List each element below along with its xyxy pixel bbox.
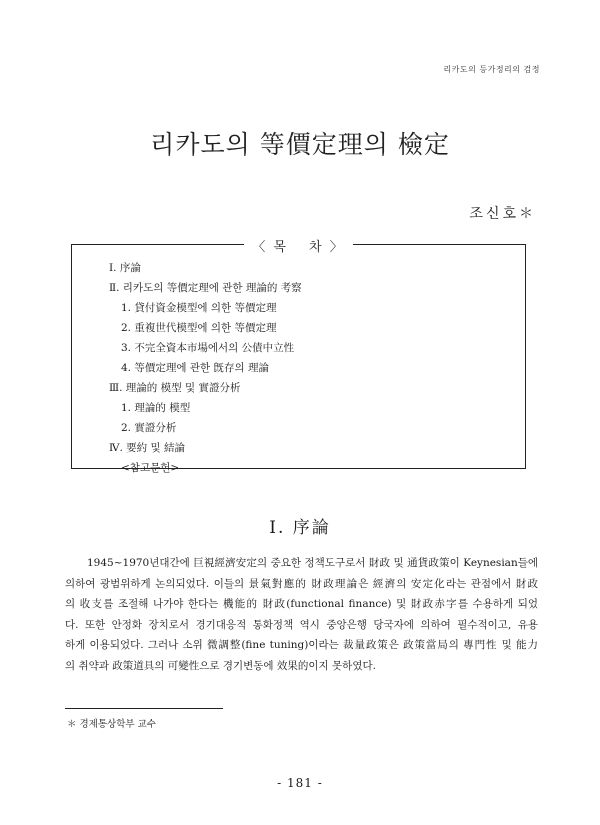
toc-item: 2. 實證分析 — [121, 422, 177, 434]
toc-item: 3. 不完全資本市場에서의 公債中立性 — [121, 342, 295, 354]
toc-item: Ⅱ. 리카도의 等價定理에 관한 理論的 考察 — [109, 282, 302, 294]
paragraph-line: 1945~1970년대간에 巨視經濟安定의 중요한 정책도구로서 財政 및 通貨政策이 Keynesian들에 — [87, 557, 538, 569]
toc-item: 2. 重複世代模型에 의한 等價定理 — [121, 322, 277, 334]
toc-item: Ⅰ. 序論 — [109, 262, 141, 274]
toc-list — [109, 258, 302, 478]
toc-item: 4. 等價定理에 관한 旣存의 理論 — [121, 362, 269, 374]
footnote: ＊ 경제통상학부 교수 — [67, 719, 156, 730]
body-paragraph — [65, 553, 538, 676]
paragraph-line: 하게 이용되었다. 그러나 소위 微調整(fine tuning)이라는 裁量政策은 政策當局의 專門性 및 能力 — [65, 639, 538, 651]
paragraph-line: 다. 또한 안정화 장치로서 경기대응적 통화정책 역시 중앙은행 당국자에 의하여 필수적이고, 유용 — [65, 618, 538, 631]
toc-item: 1. 理論的 模型 — [121, 402, 191, 414]
footnote-divider — [65, 708, 223, 709]
toc-item: <참고문헌> — [121, 462, 180, 474]
paragraph-line: 의하여 광범위하게 논의되었다. 이들의 景氣對應的 財政理論은 經濟의 安定化라는 관점에서 財政 — [65, 577, 538, 590]
toc-item: 1. 貸付資金模型에 의한 等價定理 — [121, 302, 277, 314]
toc-item: Ⅳ. 要約 및 結論 — [109, 442, 185, 454]
toc-item: Ⅲ. 理論的 模型 및 實證分析 — [109, 382, 241, 394]
paragraph-line: 의 收支를 조절해 나가야 한다는 機能的 財政(functional finance) 및 財政赤字를 수용하게 되었 — [65, 598, 538, 610]
toc-heading: 〈 목 차 〉 — [244, 240, 353, 255]
paragraph-line: 의 취약과 政策道具의 可變性으로 경기변동에 效果的이지 못하였다. — [65, 659, 376, 672]
table-of-contents — [71, 240, 526, 474]
toc-heading-wrap — [72, 236, 525, 255]
page-number: - 181 - — [277, 776, 323, 790]
section-heading: Ⅰ. 序論 — [269, 518, 331, 538]
author: 조신호＊ — [469, 206, 536, 222]
paper-title: 리카도의 等價定理의 檢定 — [150, 130, 450, 159]
running-header: 리카도의 등가정리의 검정 — [443, 65, 540, 74]
